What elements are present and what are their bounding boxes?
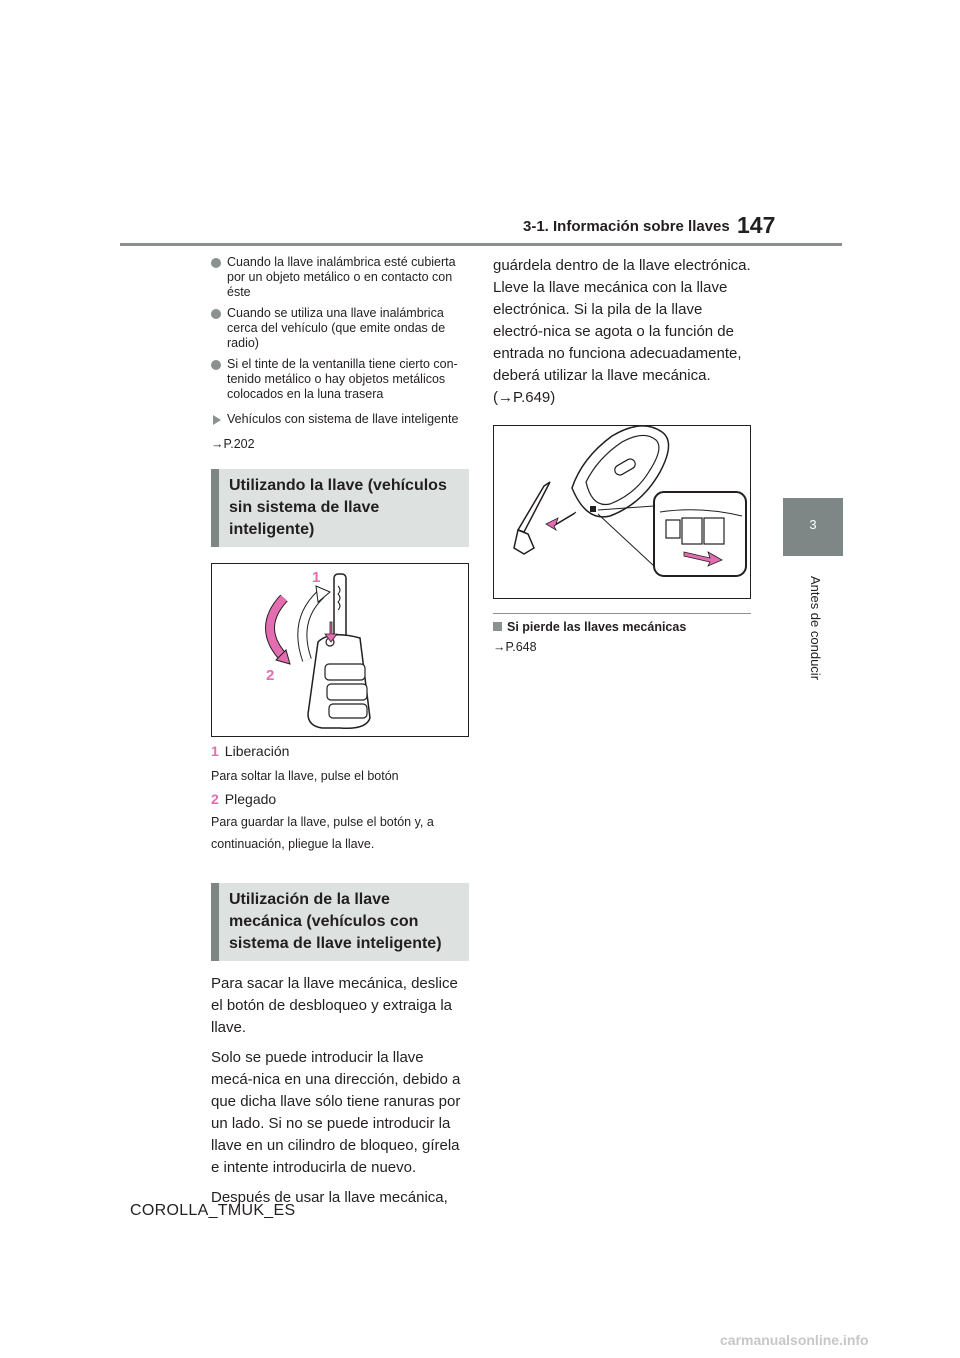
step-title: Liberación	[224, 743, 290, 759]
bullet-item	[211, 306, 469, 351]
bullet-item	[211, 357, 469, 402]
figure-label-2: 2	[266, 667, 275, 684]
mechanical-key-illustration	[494, 426, 750, 598]
chapter-title: Antes de conducir	[808, 575, 823, 681]
step-2-text: Para guardar la llave, pulse el botón y, a continuación, pliegue la llave.	[211, 815, 434, 851]
bullet-text: Cuando la llave inalámbrica esté cubierta por un objeto metálico o en contacto con éste	[227, 255, 456, 299]
bullet-item	[211, 255, 469, 300]
section-title: 3-1. Información sobre llaves	[523, 218, 730, 235]
bullet-text: Cuando se utiliza una llave inalámbrica cerca del vehículo (que emite ondas de radio)	[227, 306, 446, 350]
chapter-tab: 3	[783, 498, 843, 556]
paragraph: guárdela dentro de la llave electrónica. Lleve la llave mecánica con la llave electrónica. Si la pila de la llave electró-nica se agota o la función de entrada no funciona adecuadamente, deberá utilizar la llave mecánica. (→P.649)	[493, 257, 751, 406]
smart-key-note	[211, 412, 469, 427]
section-heading: Utilización de la llave mecánica (vehículos con sistema de llave inteligente)	[211, 883, 469, 961]
right-column	[493, 255, 751, 654]
step-title: Plegado	[224, 791, 277, 807]
paragraph: Para sacar la llave mecánica, deslice el botón de desbloqueo y extraiga la llave.	[211, 975, 458, 1036]
sub-heading-text: Si pierde las llaves mecánicas	[507, 620, 687, 634]
bullet-icon	[211, 309, 221, 319]
left-column	[211, 255, 469, 1209]
paragraph: Después de usar la llave mecánica,	[211, 1189, 448, 1206]
step-1-text: Para soltar la llave, pulse el botón	[211, 769, 399, 783]
document-code: COROLLA_TMUK_ES	[130, 1202, 296, 1219]
page-number: 147	[737, 212, 776, 238]
page-reference[interactable]: →P.648	[493, 640, 537, 654]
key-folding-figure	[211, 563, 469, 737]
bullet-icon	[211, 258, 221, 268]
figure-label-1: 1	[312, 569, 321, 586]
step-number: 2	[211, 791, 219, 807]
smart-key-note-text: Vehículos con sistema de llave inteligente	[227, 412, 459, 426]
mechanical-key-figure	[493, 425, 751, 599]
page-reference[interactable]: →P.202	[211, 437, 255, 451]
watermark: carmanualsonline.info	[720, 1332, 869, 1348]
bullet-text: Si el tinte de la ventanilla tiene cierto con-tenido metálico o hay objetos metálicos colocados en la luna trasera	[227, 357, 458, 401]
step-1	[211, 743, 469, 759]
divider	[493, 613, 751, 614]
triangle-icon	[213, 415, 221, 425]
step-number: 1	[211, 743, 219, 759]
key-folding-illustration	[212, 564, 468, 736]
square-icon	[493, 622, 502, 631]
bullet-icon	[211, 360, 221, 370]
sub-heading	[493, 620, 751, 634]
step-2	[211, 791, 469, 807]
paragraph: Solo se puede introducir la llave mecá-nica en una dirección, debido a que dicha llave sólo tiene ranuras por un lado. Si no se puede introducir la llave en un cilindro de bloqueo, gírela e intente introducirla de nuevo.	[211, 1049, 461, 1176]
section-heading: Utilizando la llave (vehículos sin sistema de llave inteligente)	[211, 469, 469, 547]
header-rule	[120, 243, 842, 246]
